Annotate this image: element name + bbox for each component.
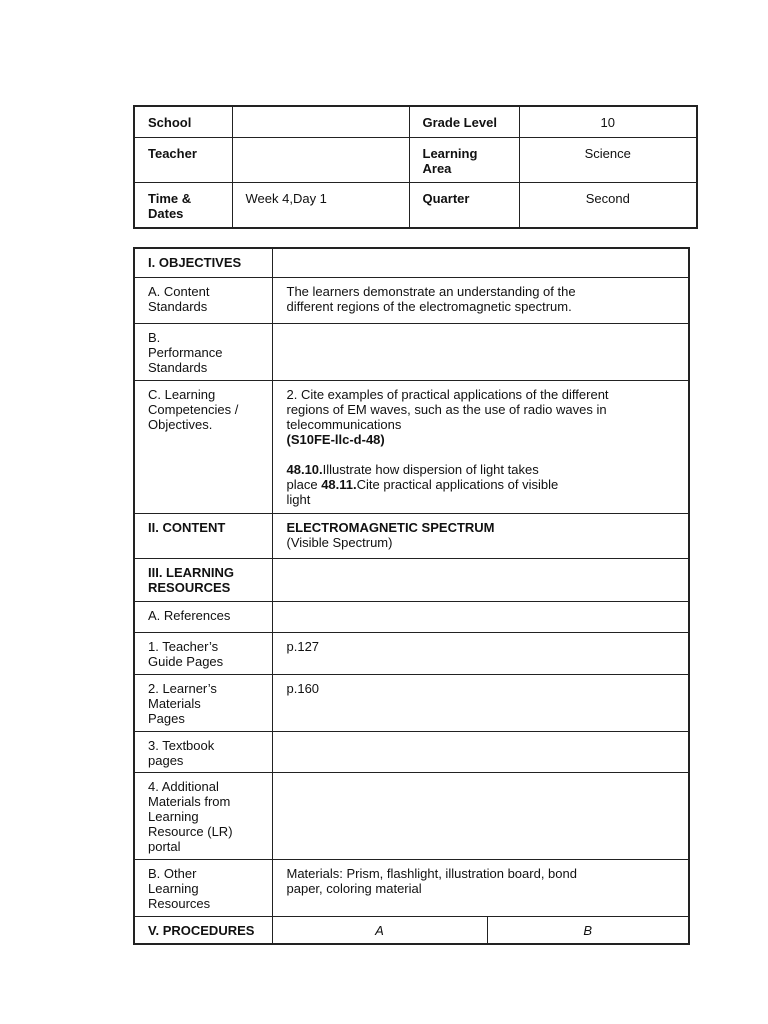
learning-area-value: Science [519,138,697,183]
teachers-guide-value: p.127 [272,633,689,675]
row-objectives [134,248,689,278]
competency-2-number: 48.11. [321,477,357,492]
time-dates-label: Time & Dates [134,183,232,229]
row-textbook [134,732,689,773]
lesson-header-table [133,105,698,229]
competency-1-number: 48.10. [286,462,323,477]
other-resources-value: Materials: Prism, flashlight, illustration board, bond paper, coloring material [272,860,689,917]
learning-competencies-value: 2. Cite examples of practical applications of the different regions of EM waves, such as the use of radio waves in telecommunications (S10FE-llc-d-48) 48.10.Illustrate how dispersion of light takes place 48.11.Cite practical applications of visible light [272,381,689,514]
objectives-value [272,248,689,278]
learning-resources-value [272,559,689,602]
row-learning-resources [134,559,689,602]
school-value [232,106,409,138]
row-teachers-guide [134,633,689,675]
row-procedures [134,917,689,945]
lesson-plan-table [133,247,690,945]
references-value [272,602,689,633]
content-standards-value: The learners demonstrate an understanding of the different regions of the electromagnetic spectrum. [272,278,689,324]
other-resources-label: B. Other Learning Resources [134,860,272,917]
textbook-value [272,732,689,773]
row-references [134,602,689,633]
performance-standards-label: B. Performance Standards [134,324,272,381]
learning-competencies-label: C. Learning Competencies / Objectives. [134,381,272,514]
textbook-label: 3. Textbook pages [134,732,272,773]
row-learning-competencies [134,381,689,514]
quarter-value: Second [519,183,697,229]
procedures-column-a: A [272,917,487,945]
additional-materials-label: 4. Additional Materials from Learning Resource (LR) portal [134,773,272,860]
learning-resources-label: III. LEARNING RESOURCES [134,559,272,602]
content-subtitle: (Visible Spectrum) [286,535,393,550]
performance-standards-value [272,324,689,381]
content-standards-label: A. Content Standards [134,278,272,324]
row-additional-materials [134,773,689,860]
procedures-label: V. PROCEDURES [134,917,272,945]
teachers-guide-label: 1. Teacher’s Guide Pages [134,633,272,675]
row-learners-materials [134,675,689,732]
time-dates-value: Week 4,Day 1 [232,183,409,229]
teacher-value [232,138,409,183]
additional-materials-value [272,773,689,860]
content-value [272,514,689,559]
competency-code: (S10FE-llc-d-48) [286,432,385,447]
grade-level-label: Grade Level [409,106,519,138]
header-row-time [134,183,697,229]
references-label: A. References [134,602,272,633]
content-label: II. CONTENT [134,514,272,559]
row-content-standards [134,278,689,324]
header-row-school [134,106,697,138]
school-label: School [134,106,232,138]
learners-materials-label: 2. Learner’s Materials Pages [134,675,272,732]
objectives-label: I. OBJECTIVES [134,248,272,278]
row-content [134,514,689,559]
quarter-label: Quarter [409,183,519,229]
content-title: ELECTROMAGNETIC SPECTRUM [286,520,495,535]
header-row-teacher [134,138,697,183]
row-performance-standards [134,324,689,381]
procedures-column-b: B [487,917,689,945]
teacher-label: Teacher [134,138,232,183]
row-other-resources [134,860,689,917]
learning-area-label: Learning Area [409,138,519,183]
learners-materials-value: p.160 [272,675,689,732]
grade-level-value: 10 [519,106,697,138]
